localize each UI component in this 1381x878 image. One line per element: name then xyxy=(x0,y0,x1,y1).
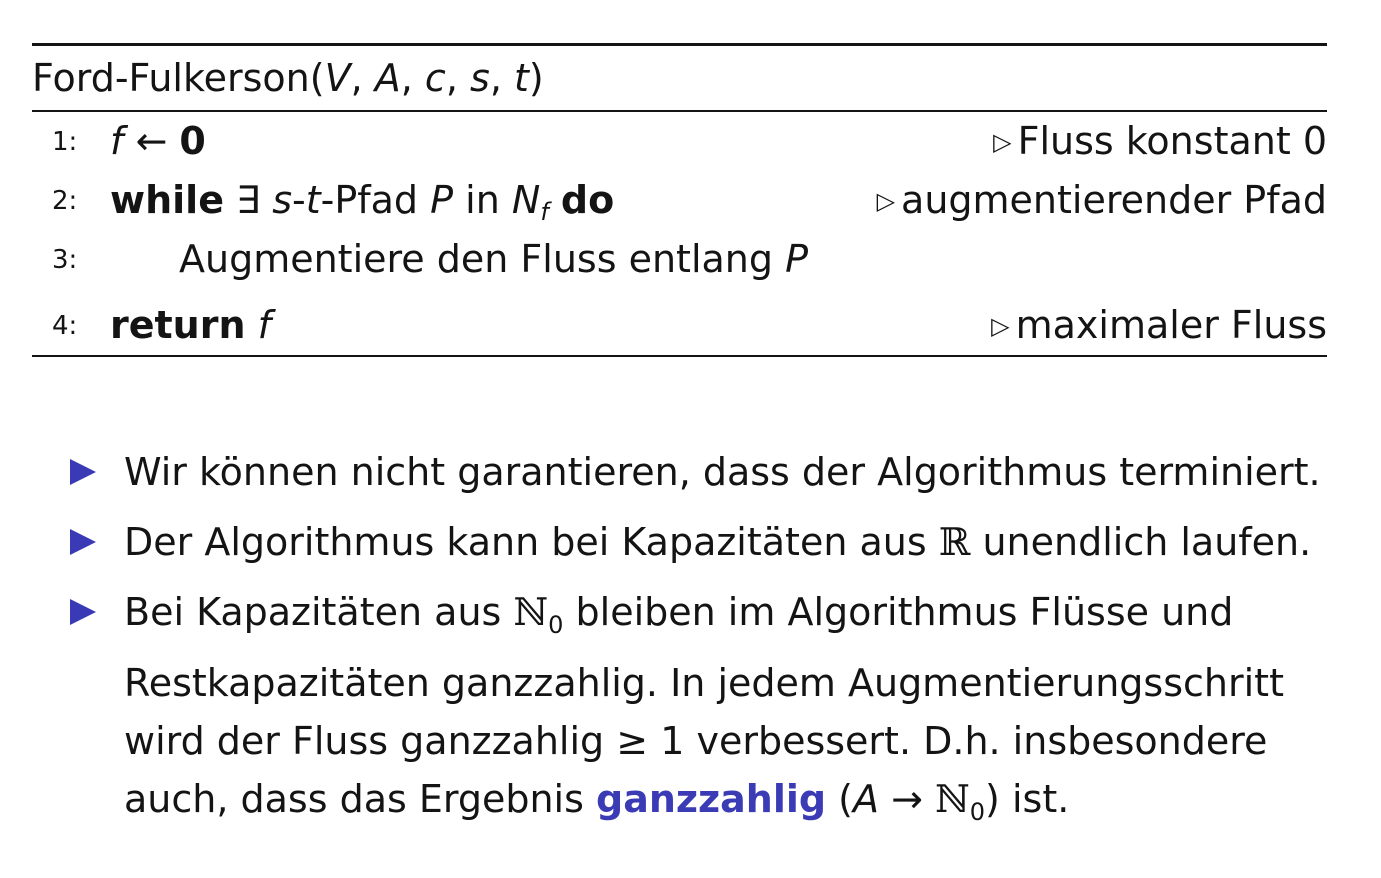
line-number: 4: xyxy=(52,311,78,341)
comment-text: maximaler Fluss xyxy=(1015,303,1327,347)
bullet-text-part4: ist. xyxy=(1011,777,1070,821)
bullet-text-part3: 1 verbessert. D.h. insbesondere auch, dass das Ergebnis xyxy=(124,719,1268,821)
algorithm-title: Ford-Fulkerson(V, A, c, s, t) xyxy=(32,56,544,100)
dash: - xyxy=(292,178,306,222)
assign-arrow: ← xyxy=(135,119,168,163)
bullet-triangle-icon xyxy=(70,599,96,625)
bottom-rule xyxy=(32,355,1327,357)
line-comment xyxy=(993,118,1327,165)
param-c: c xyxy=(424,56,446,100)
comment-triangle-icon: ▷ xyxy=(991,312,1010,340)
reals-symbol: ℝ xyxy=(938,520,971,564)
keyword-return: return xyxy=(110,303,246,347)
line-statement xyxy=(179,236,808,282)
algorithm-name: Ford-Fulkerson xyxy=(32,56,310,100)
comment-text: augmentierender Pfad xyxy=(901,178,1327,222)
line-number: 1: xyxy=(52,127,78,157)
paren-close: ) xyxy=(985,777,1000,821)
bullet-triangle-icon xyxy=(70,459,96,485)
bullet-text-after: unendlich laufen. xyxy=(982,520,1312,564)
line-statement xyxy=(110,118,206,164)
param-t: t xyxy=(513,56,529,100)
geq-symbol: ≥ xyxy=(616,719,649,763)
line-number: 2: xyxy=(52,186,78,216)
algorithm-line-2 xyxy=(32,171,1327,230)
var-f: f xyxy=(110,119,124,163)
comment-triangle-icon: ▷ xyxy=(993,128,1012,156)
var-n: N xyxy=(511,178,541,222)
bullet-triangle-icon xyxy=(70,529,96,555)
bullet-text-part1: Bei Kapazitäten aus xyxy=(124,590,502,634)
var-t: t xyxy=(305,178,321,222)
param-a: A xyxy=(374,56,401,100)
var-p: P xyxy=(430,178,454,222)
comment-triangle-icon: ▷ xyxy=(876,187,896,215)
subscript-zero: 0 xyxy=(969,798,986,826)
line-statement xyxy=(110,302,271,348)
line-comment xyxy=(877,177,1327,224)
path-word: -Pfad xyxy=(320,178,419,222)
maps-arrow: → xyxy=(891,777,923,821)
var-s: s xyxy=(272,178,292,222)
zero-vector: 0 xyxy=(179,119,206,163)
bullet-text: Wir können nicht garantieren, dass der Algorithmus terminiert. xyxy=(124,450,1321,494)
subscript-zero: 0 xyxy=(548,611,564,639)
var-a: A xyxy=(853,777,879,821)
param-v: V xyxy=(324,56,351,100)
bullet-text-before: Der Algorithmus kann bei Kapazitäten aus xyxy=(124,520,927,564)
bullet-item xyxy=(68,583,1358,841)
statement-text: Augmentiere den Fluss entlang xyxy=(179,237,774,281)
var-p: P xyxy=(785,237,809,281)
line-statement xyxy=(110,177,614,235)
naturals-symbol: ℕ xyxy=(513,590,549,634)
param-s: s xyxy=(470,56,490,100)
naturals-symbol: ℕ xyxy=(935,777,970,821)
paren-open: ( xyxy=(838,777,853,821)
in-word: in xyxy=(465,178,500,222)
bullet-item xyxy=(68,513,1358,571)
line-comment xyxy=(991,302,1327,349)
algorithm-line-1 xyxy=(32,112,1327,171)
var-f: f xyxy=(257,303,272,347)
highlight-ganzzahlig: ganzzahlig xyxy=(596,777,827,821)
keyword-do: do xyxy=(560,178,615,222)
bullet-list xyxy=(68,443,1358,853)
bullet-text-part2: bleiben im Algorithmus Flüsse und Restkapazitäten ganzzahlig. In jedem Augmentierungsschritt wird der Fluss ganzzahlig xyxy=(124,590,1284,763)
exists-symbol: ∃ xyxy=(236,178,261,222)
algorithm-box xyxy=(32,43,1327,357)
algorithm-line-3 xyxy=(32,230,1327,296)
keyword-while: while xyxy=(110,178,224,222)
subscript-f: f xyxy=(540,198,549,226)
bullet-item xyxy=(68,443,1358,501)
line-number: 3: xyxy=(52,245,78,275)
comment-text: Fluss konstant 0 xyxy=(1017,119,1327,163)
algorithm-line-4 xyxy=(32,296,1327,355)
